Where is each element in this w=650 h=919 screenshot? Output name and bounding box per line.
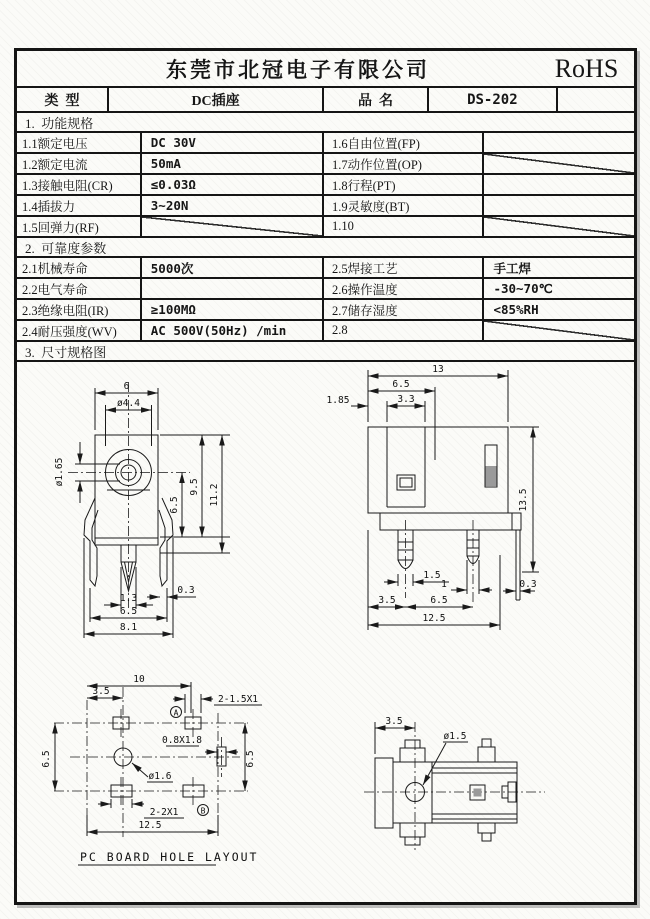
front-view-dim-lines — [75, 388, 230, 638]
spec-value — [484, 217, 634, 236]
front-view-drawing — [40, 360, 340, 665]
spec-label: 1.7动作位置(OP) — [324, 154, 484, 173]
spec-value: ≥100MΩ — [142, 300, 324, 319]
section3-heading: 3. 尺寸规格图 — [17, 342, 634, 362]
bottom-view-drawing — [360, 700, 575, 855]
spec-value: DC 30V — [142, 133, 324, 152]
dim-text: 2-2X1 — [149, 807, 179, 818]
spec-value: AC 500V(50Hz) /min — [142, 321, 324, 340]
hole-label-b: B — [200, 806, 206, 816]
spec-row — [17, 321, 634, 342]
spec-label: 1.6自由位置(FP) — [324, 133, 484, 152]
pcb-layout-caption: PC BOARD HOLE LAYOUT — [80, 850, 259, 864]
spec-value — [484, 196, 634, 215]
dim-text: 13.5 — [518, 488, 529, 512]
dim-text: 9.5 — [189, 478, 200, 496]
dim-text: ø1.6 — [148, 771, 172, 782]
type-value: DC插座 — [109, 88, 324, 111]
side-view-dim-lines — [351, 370, 539, 630]
spec-label: 2.5焊接工艺 — [324, 258, 484, 277]
dim-text: 3.5 — [92, 686, 110, 697]
spec-label: 2.1机械寿命 — [17, 258, 142, 277]
spec-label: 1.1额定电压 — [17, 133, 142, 152]
rohs-mark: RoHS — [554, 53, 619, 83]
side-view-centerlines — [406, 520, 474, 603]
side-view-drawing — [325, 360, 637, 650]
spec-row — [17, 300, 634, 321]
spec-label: 1.8行程(PT) — [324, 175, 484, 194]
spec-label: 1.9灵敏度(BT) — [324, 196, 484, 215]
dim-text: 6.5 — [41, 750, 52, 768]
spec-label: 2.7储存湿度 — [324, 300, 484, 319]
spec-value: 手工焊 — [493, 260, 531, 276]
dim-text: 2-1.5X1 — [217, 694, 259, 705]
dim-text: 1.5 — [423, 570, 441, 581]
dim-text: ø1.5 — [443, 731, 467, 742]
dim-text: 8.1 — [119, 622, 138, 633]
dim-text: 0.8X1.8 — [161, 735, 203, 746]
title-row — [17, 51, 634, 88]
spec-value: 50mA — [142, 154, 324, 173]
spec-label: 1.4插拔力 — [17, 196, 142, 215]
spec-value — [484, 175, 634, 194]
front-view-centerlines — [68, 382, 190, 610]
hole-label-a: A — [173, 708, 179, 718]
section2-heading: 2. 可靠度参数 — [17, 238, 634, 258]
spec-label: 2.8 — [324, 321, 484, 340]
spec-value: 5000次 — [142, 258, 324, 277]
dim-text: 0.3 — [519, 579, 537, 590]
spec-row — [17, 258, 634, 279]
dim-text: 12.5 — [422, 613, 446, 624]
dim-text: 6.5 — [119, 606, 138, 617]
spec-label: 2.6操作温度 — [324, 279, 484, 298]
dim-text: 12.5 — [138, 820, 162, 831]
spec-value — [484, 154, 634, 173]
spec-value — [484, 133, 634, 152]
spec-label: 1.3接触电阻(CR) — [17, 175, 142, 194]
dim-text: 11.2 — [209, 483, 220, 507]
spec-label: 1.2额定电流 — [17, 154, 142, 173]
spec-value — [142, 217, 324, 236]
product-name-label: 品 名 — [324, 88, 429, 111]
spec-row — [17, 279, 634, 300]
spec-row — [17, 133, 634, 154]
spec-label: 2.2电气寿命 — [17, 279, 142, 298]
side-view-body — [368, 427, 521, 600]
dim-text: 3.3 — [397, 394, 415, 405]
spec-value: -30~70℃ — [493, 281, 553, 296]
spec-label: 1.5回弹力(RF) — [17, 217, 142, 236]
section1-heading: 1. 功能规格 — [17, 113, 634, 133]
dim-text: 0.3 — [177, 585, 195, 596]
dim-text: 10 — [133, 675, 145, 685]
spec-value: 3~20N — [142, 196, 324, 215]
dim-text: 6.5 — [245, 750, 256, 768]
dim-text: 1 — [441, 579, 447, 590]
spec-label: 2.3绝缘电阻(IR) — [17, 300, 142, 319]
spec-value — [484, 321, 634, 340]
dim-text: 1.85 — [326, 395, 350, 406]
dim-text: 6.5 — [392, 379, 410, 390]
type-label: 类 型 — [17, 88, 109, 111]
company-title: 东莞市北冠电子有限公司 — [166, 57, 430, 82]
product-name-value: DS-202 — [429, 88, 558, 111]
spec-row — [17, 196, 634, 217]
type-row-empty-cell — [558, 88, 634, 111]
dim-text: 6.5 — [169, 496, 180, 514]
spec-label: 1.10 — [324, 217, 484, 236]
spec-label: 2.4耐压强度(WV) — [17, 321, 142, 340]
spec-row — [17, 154, 634, 175]
dim-text: ø4.4 — [117, 398, 140, 409]
spec-row — [17, 175, 634, 196]
dim-text: 13 — [432, 364, 444, 375]
dim-text: 3.5 — [385, 716, 403, 727]
spec-value: ≤0.03Ω — [142, 175, 324, 194]
spec-value: <85%RH — [493, 302, 539, 317]
dim-text: ø1.65 — [54, 457, 65, 487]
type-row — [17, 88, 634, 113]
dim-text: 3.5 — [378, 595, 396, 606]
dim-text: 1.3 — [119, 593, 138, 604]
dim-text: 6 — [123, 381, 130, 392]
spec-value — [142, 279, 324, 298]
spec-row — [17, 217, 634, 238]
pcb-hole-layout-drawing — [40, 675, 325, 875]
dim-text: 6.5 — [430, 595, 448, 606]
